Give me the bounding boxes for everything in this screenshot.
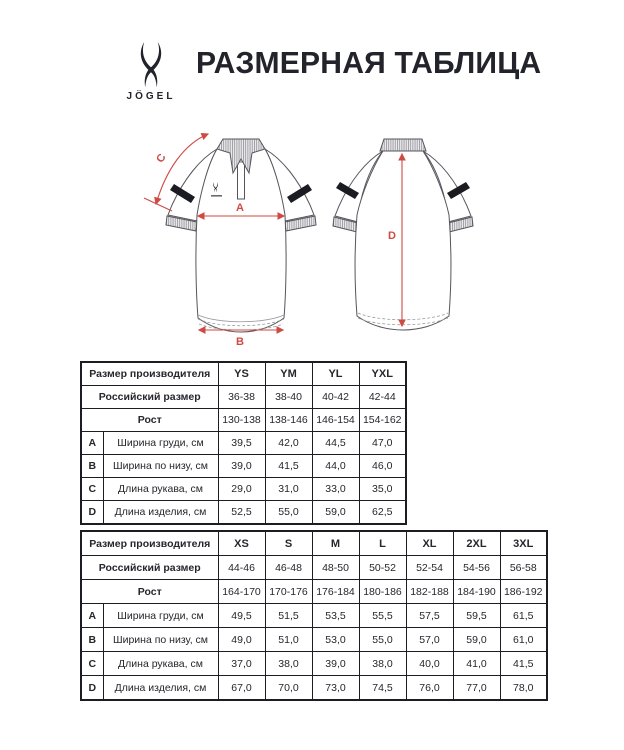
row-letter: C — [81, 478, 103, 501]
table-row — [81, 604, 547, 628]
row-letter: D — [81, 676, 103, 701]
table-row — [81, 628, 547, 652]
size-value-cell: 51,0 — [265, 628, 312, 652]
jogel-bird-icon — [135, 42, 167, 89]
row-label: Размер производителя — [81, 362, 218, 386]
size-value-cell: 170-176 — [265, 580, 312, 604]
table-row — [81, 501, 406, 525]
collar — [380, 139, 426, 151]
size-value-cell: 56-58 — [500, 556, 547, 580]
size-value-cell: 78,0 — [500, 676, 547, 701]
size-value-cell: 52,5 — [218, 501, 265, 525]
size-value-cell: 59,5 — [453, 604, 500, 628]
size-value-cell: 146-154 — [312, 409, 359, 432]
row-label: Ширина груди, см — [103, 432, 218, 455]
size-value-cell: 46-48 — [265, 556, 312, 580]
size-value-cell: 154-162 — [359, 409, 406, 432]
size-value-cell: 180-186 — [359, 580, 406, 604]
row-label: Ширина груди, см — [103, 604, 218, 628]
table-row — [81, 432, 406, 455]
row-letter: A — [81, 604, 103, 628]
size-value-cell: 76,0 — [406, 676, 453, 701]
size-value-cell: 176-184 — [312, 580, 359, 604]
table-row — [81, 556, 547, 580]
size-value-cell: 31,0 — [265, 478, 312, 501]
size-value-cell: 2XL — [453, 531, 500, 556]
table-row — [81, 386, 406, 409]
row-label: Рост — [81, 409, 218, 432]
size-value-cell: 47,0 — [359, 432, 406, 455]
brand-logo — [112, 42, 190, 102]
size-value-cell: 52-54 — [406, 556, 453, 580]
table-row — [81, 478, 406, 501]
adult-size-table — [80, 530, 548, 701]
size-value-cell: 53,5 — [312, 604, 359, 628]
polo-back-view — [333, 139, 473, 330]
size-value-cell: L — [359, 531, 406, 556]
size-value-cell: 35,0 — [359, 478, 406, 501]
row-label: Российский размер — [81, 556, 218, 580]
row-label: Длина изделия, см — [103, 676, 218, 701]
row-label: Размер производителя — [81, 531, 218, 556]
size-value-cell: 55,0 — [265, 501, 312, 525]
table-row — [81, 676, 547, 701]
measure-label-d: D — [388, 230, 396, 242]
youth-size-table — [80, 361, 407, 525]
size-value-cell: 59,0 — [453, 628, 500, 652]
row-letter: A — [81, 432, 103, 455]
size-value-cell: 130-138 — [218, 409, 265, 432]
size-value-cell: 41,5 — [500, 652, 547, 676]
page-title: РАЗМЕРНАЯ ТАБЛИЦА — [196, 45, 542, 80]
size-value-cell: 38,0 — [265, 652, 312, 676]
row-label: Ширина по низу, см — [103, 455, 218, 478]
size-value-cell: M — [312, 531, 359, 556]
row-label: Длина изделия, см — [103, 501, 218, 525]
row-letter: B — [81, 455, 103, 478]
table-row — [81, 362, 406, 386]
size-value-cell: 48-50 — [312, 556, 359, 580]
size-value-cell: YXL — [359, 362, 406, 386]
size-value-cell: 49,0 — [218, 628, 265, 652]
row-label: Длина рукава, см — [103, 652, 218, 676]
measure-label-a: A — [236, 202, 244, 214]
size-value-cell: 46,0 — [359, 455, 406, 478]
size-value-cell: 62,5 — [359, 501, 406, 525]
table-row — [81, 409, 406, 432]
size-value-cell: 40-42 — [312, 386, 359, 409]
size-value-cell: 184-190 — [453, 580, 500, 604]
size-value-cell: 39,0 — [312, 652, 359, 676]
brand-wordmark: JÖGEL — [126, 91, 176, 102]
size-value-cell: 40,0 — [406, 652, 453, 676]
measure-label-b: B — [236, 336, 244, 348]
size-value-cell: 53,0 — [312, 628, 359, 652]
size-value-cell: 73,0 — [312, 676, 359, 701]
size-value-cell: 36-38 — [218, 386, 265, 409]
size-value-cell: 67,0 — [218, 676, 265, 701]
table-row — [81, 531, 547, 556]
size-value-cell: 61,0 — [500, 628, 547, 652]
size-value-cell: YL — [312, 362, 359, 386]
size-value-cell: XS — [218, 531, 265, 556]
table-row — [81, 652, 547, 676]
row-letter: B — [81, 628, 103, 652]
size-value-cell: 59,0 — [312, 501, 359, 525]
size-value-cell: 51,5 — [265, 604, 312, 628]
size-value-cell: 44,5 — [312, 432, 359, 455]
size-value-cell: 57,5 — [406, 604, 453, 628]
size-value-cell: 54-56 — [453, 556, 500, 580]
row-letter: D — [81, 501, 103, 525]
size-value-cell: 39,0 — [218, 455, 265, 478]
size-value-cell: 55,0 — [359, 628, 406, 652]
size-value-cell: YS — [218, 362, 265, 386]
size-value-cell: 33,0 — [312, 478, 359, 501]
chest-logo-text — [211, 195, 222, 197]
size-value-cell: 38-40 — [265, 386, 312, 409]
measure-label-c: C — [154, 151, 169, 165]
size-value-cell: 38,0 — [359, 652, 406, 676]
row-label: Длина рукава, см — [103, 478, 218, 501]
size-value-cell: 186-192 — [500, 580, 547, 604]
size-value-cell: S — [265, 531, 312, 556]
size-value-cell: 61,5 — [500, 604, 547, 628]
size-value-cell: 3XL — [500, 531, 547, 556]
size-value-cell: 77,0 — [453, 676, 500, 701]
size-value-cell: 49,5 — [218, 604, 265, 628]
size-value-cell: 42-44 — [359, 386, 406, 409]
size-value-cell: 70,0 — [265, 676, 312, 701]
size-value-cell: 41,0 — [453, 652, 500, 676]
size-value-cell: 164-170 — [218, 580, 265, 604]
size-diagram — [100, 118, 520, 358]
size-value-cell: 138-146 — [265, 409, 312, 432]
size-value-cell: 29,0 — [218, 478, 265, 501]
row-label: Ширина по низу, см — [103, 628, 218, 652]
size-value-cell: 39,5 — [218, 432, 265, 455]
size-value-cell: 37,0 — [218, 652, 265, 676]
table-row — [81, 580, 547, 604]
size-value-cell: 74,5 — [359, 676, 406, 701]
row-letter: C — [81, 652, 103, 676]
row-label: Российский размер — [81, 386, 218, 409]
size-value-cell: 55,5 — [359, 604, 406, 628]
size-value-cell: 42,0 — [265, 432, 312, 455]
size-value-cell: 57,0 — [406, 628, 453, 652]
polo-front-view — [166, 139, 316, 332]
size-value-cell: 50-52 — [359, 556, 406, 580]
size-value-cell: XL — [406, 531, 453, 556]
size-value-cell: 41,5 — [265, 455, 312, 478]
size-value-cell: YM — [265, 362, 312, 386]
size-value-cell: 44-46 — [218, 556, 265, 580]
table-row — [81, 455, 406, 478]
size-value-cell: 44,0 — [312, 455, 359, 478]
size-value-cell: 182-188 — [406, 580, 453, 604]
row-label: Рост — [81, 580, 218, 604]
